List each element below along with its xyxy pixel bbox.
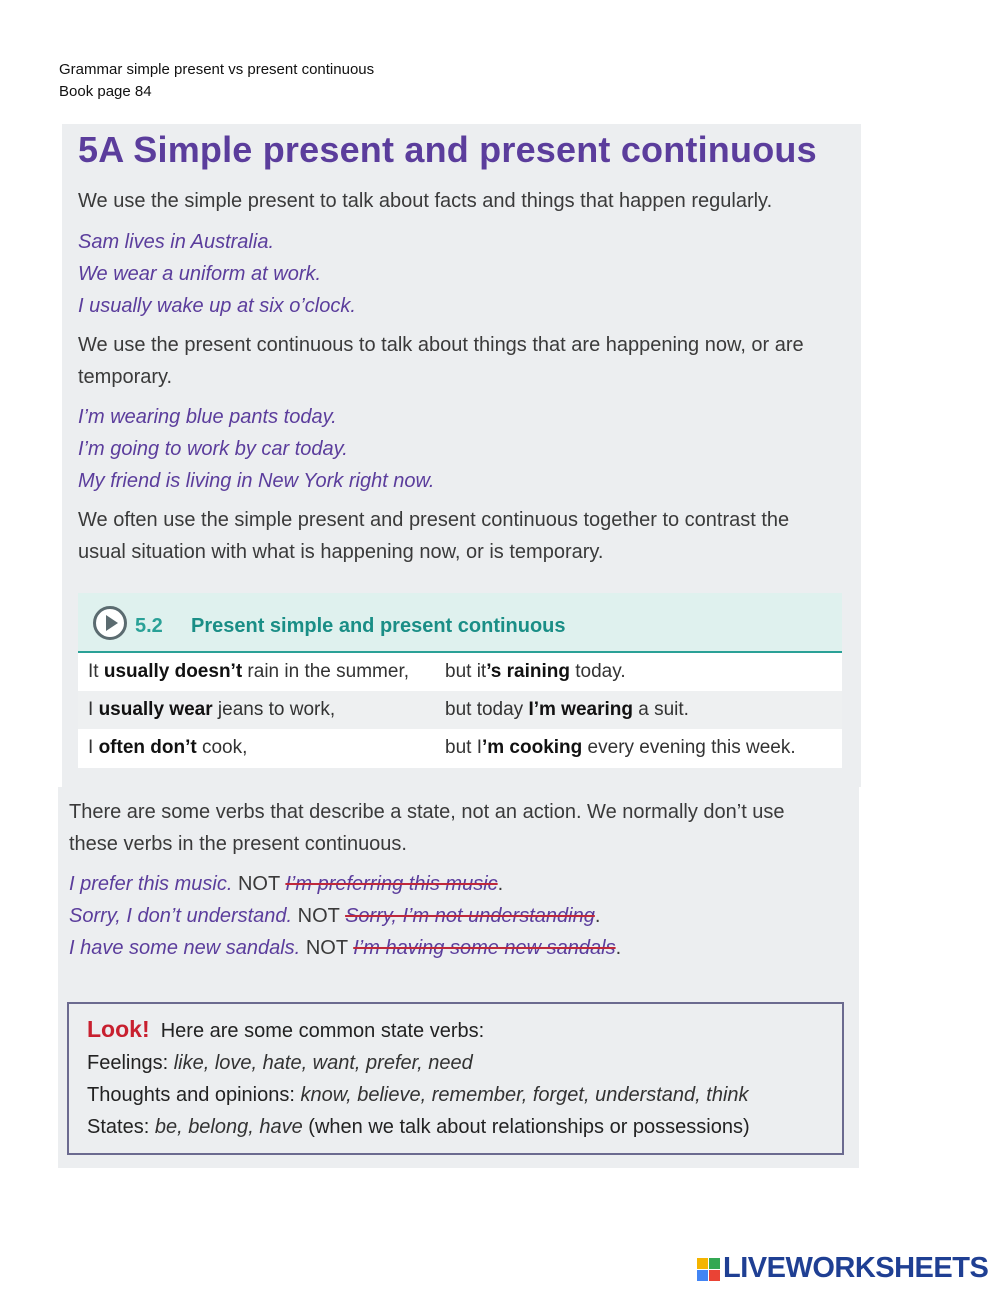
look-box <box>67 1002 844 1155</box>
audio-box-title: Present simple and present continuous <box>191 615 566 637</box>
intro-contrast-2: usual situation with what is happening now, or is temporary. <box>78 541 604 563</box>
look-feelings: Feelings: like, love, hate, want, prefer, need <box>87 1052 473 1074</box>
state-example-line: I have some new sandals. NOT I’m having some new sandals. <box>69 937 622 959</box>
section-title: 5A Simple present and present continuous <box>78 129 817 170</box>
intro-present-continuous: We use the present continuous to talk about things that are happening now, or are <box>78 334 804 356</box>
audio-example-box <box>78 593 842 768</box>
audio-track-number: 5.2 <box>135 615 163 637</box>
intro-contrast: We often use the simple present and present continuous together to contrast the <box>78 509 790 531</box>
intro-present-continuous-2: temporary. <box>78 366 173 388</box>
liveworksheets-logo[interactable] <box>697 1252 993 1286</box>
header-title: Grammar simple present vs present continuous <box>59 61 375 78</box>
state-verbs-intro-2: these verbs in the present continuous. <box>69 833 407 855</box>
table-row: I usually wear jeans to work, but today I’m wearing a suit. <box>78 691 842 729</box>
play-icon[interactable] <box>93 606 127 640</box>
table-row: It usually doesn’t rain in the summer, but it’s raining today. <box>88 661 626 682</box>
example-line: We wear a uniform at work. <box>78 263 322 285</box>
example-line: I’m wearing blue pants today. <box>78 406 337 428</box>
example-line: My friend is living in New York right now. <box>78 470 435 492</box>
look-thoughts: Thoughts and opinions: know, believe, remember, forget, understand, think <box>87 1084 749 1106</box>
intro-simple-present: We use the simple present to talk about facts and things that happen regularly. <box>78 190 773 212</box>
logo-tiles-icon <box>697 1258 721 1282</box>
table-row: I often don’t cook, but I’m cooking every evening this week. <box>88 737 796 758</box>
example-line: I’m going to work by car today. <box>78 438 348 460</box>
example-line: I usually wake up at six o’clock. <box>78 295 356 317</box>
look-heading: Look! Here are some common state verbs: <box>87 1016 485 1042</box>
audio-box-header <box>78 593 842 653</box>
header-page-ref: Book page 84 <box>59 83 152 100</box>
example-line: Sam lives in Australia. <box>78 231 274 253</box>
state-example-line: Sorry, I don’t understand. NOT Sorry, I’m not understanding. <box>69 905 601 927</box>
state-verbs-intro: There are some verbs that describe a state, not an action. We normally don’t use <box>69 801 785 823</box>
look-states: States: be, belong, have (when we talk about relationships or possessions) <box>87 1116 750 1138</box>
look-label: Look! <box>87 1016 150 1042</box>
state-example-line: I prefer this music. NOT I’m preferring this music. <box>69 873 504 895</box>
logo-text: LIVEWORKSHEETS <box>723 1252 989 1284</box>
